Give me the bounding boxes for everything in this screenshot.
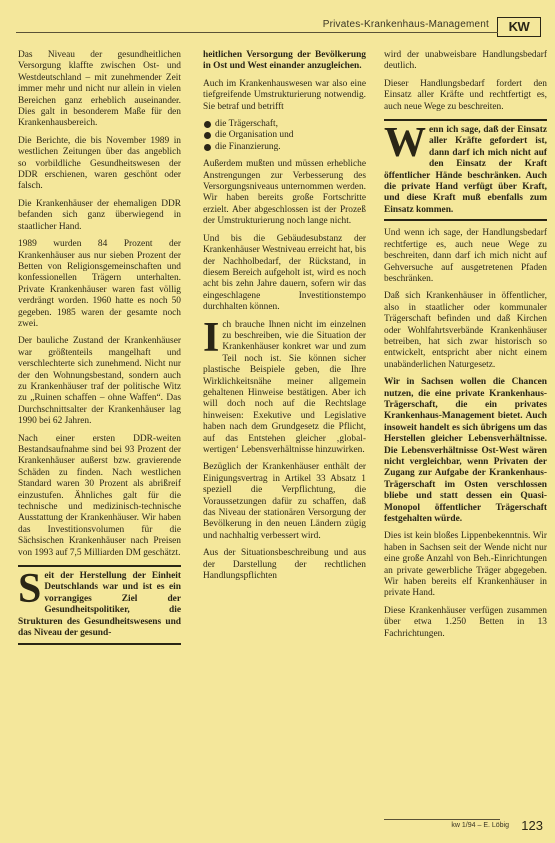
column-3 [384, 50, 547, 646]
bullet-item: die Finanzierung. [203, 142, 366, 153]
paragraph: Außerdem mußten und müssen erhebliche Anstrengungen zur Verbesserung des Versorgungsniveaus unternommen werden. Wir haben bereits große Fortschritte erzielt. Aber abgeschlossen ist der Prozeß der Umstrukturierung noch lange nicht. [203, 159, 366, 227]
paragraph: Nach einer ersten DDR-weiten Bestandsaufnahme sind bei 93 Prozent der Krankenhäuser außerst bzw. gravierende Schäden zu finden. Nach westlichen Standard waren 30 Prozent als abrißreif einzustufen. Ähnliches galt für die technische und medizinisch-technische Ausstattung der Krankenhäuser. Wir haben das Investitionsvolumen für die Sächsischen Krankenhäuser nach Preisen von 1993 auf 7,5 Milliarden DM geschätzt. [18, 433, 181, 558]
header-rule [16, 32, 498, 33]
paragraph: Die Krankenhäuser der ehemaligen DDR befanden sich ganz überwiegend in staatlicher Hand. [18, 198, 181, 232]
highlight-text: Wenn ich sage, daß der Einsatz aller Kräfte gefordert ist, dann darf ich mich nicht auf den Einsatz der Kraft öffentlicher Hände beschränken. Auch die private Hand verfügt über Kraft, und diese Kraft muß ebenfalls zum Einsatz kommen. [384, 120, 547, 215]
bullet-list [203, 119, 366, 153]
highlight-text: Seit der Herstellung der Einheit Deutschlands war und ist es ein vorrangiges Ziel der Gesundheitspolitiker, die Strukturen des Gesundheitswesens und das Niveau der gesund- [18, 566, 181, 639]
column-1 [18, 50, 181, 652]
bullet-item: die Organisation und [203, 130, 366, 141]
highlight-box [384, 119, 547, 221]
paragraph: Das Niveau der gesundheitlichen Versorgung klaffte zwischen Ost- und Westdeutschland – mit zunehmender Zeit immer mehr und nicht nur allein in vielen Bereichen ganz erheblich auseinander. Dies galt in besonderem Maße für den Krankenhausbereich. [18, 50, 181, 129]
paragraph: heitlichen Versorgung der Bevölkerung in Ost und West einander anzugleichen. [203, 50, 366, 72]
magazine-logo: KW [497, 17, 541, 37]
footer-rule [384, 819, 500, 820]
footer-source: kw 1/94 – E. Löbig [451, 822, 509, 829]
paragraph-dropcap: Ich brauche Ihnen nicht im einzelnen zu beschreiben, wie die Situation der Krankenhäuser konkret war und zum Teil noch ist. Sie können sicher plastische Beispiele geben, die Ihre Wirklichkeitsnähe meiner allgemein gehaltenen Hinweise bestätigen. Aber ich will doch noch auf die Rechtslage hinweisen: Exekutive und Legislative haben nach dem Grundgesetz die Pflicht, auf das Entstehen gleicher ‚global-wertigen‘ Lebensverhältnisse hinzuwirken. [203, 314, 366, 455]
page-number: 123 [521, 818, 543, 833]
column-2 [203, 50, 366, 588]
paragraph: Und bis die Gebäudesubstanz der Krankenhäuser Westniveau erreicht hat, bis der Nachholbedarf, der Rückstand, in diesem Bereich aufgeholt ist, wird es noch acht bis zehn Jahre dauern, sofern wir das eingeschlagene Investitionstempo durchhalten können. [203, 233, 366, 313]
bullet-item: die Trägerschaft, [203, 119, 366, 130]
paragraph: Dies ist kein bloßes Lippenbekenntnis. Wir haben in Sachsen seit der Wende nicht nur eine große Anzahl von Beh.-Einrichtungen an private gewerbliche Träger abgegeben. Wir haben bereits elf Krankenhäuser in private Hand. [384, 531, 547, 599]
paragraph: Daß sich Krankenhäuser in öffentlicher, also in staatlicher oder kommunaler Trägerschaft befinden und daß Kirchen oder Wohlfahrtsverbände Krankenhäuser betreiben, hat sich zwar historisch so entwickelt, entspricht aber nicht einem unabänderlichen Naturgesetz. [384, 291, 547, 370]
paragraph: Bezüglich der Krankenhäuser enthält der Einigungsvertrag in Artikel 33 Absatz 1 speziell die Verpflichtung, die Voraussetzungen dafür zu schaffen, daß das Niveau der stationären Versorgung der Bevölkerung in den neuen Ländern zügig und nachhaltig verbessert wird. [203, 462, 366, 541]
paragraph: Dieser Handlungsbedarf fordert den Einsatz aller Kräfte und rechtfertigt es, auch neue Wege zu beschreiten. [384, 78, 547, 112]
paragraph: 1989 wurden 84 Prozent der Krankenhäuser aus nur sieben Prozent der Betten von Religionsgemeinschaften und konfessionellen Trägern unterhalten. Private Krankenhäuser waren fast völlig verdrängt worden. 1960 hatte es noch 50 gegeben. 1985 waren der gesamte noch zwei. [18, 239, 181, 329]
paragraph: Aus der Situationsbeschreibung und aus der Darstellung der rechtlichen Handlungspflichten [203, 548, 366, 582]
highlight-box [18, 565, 181, 644]
paragraph: Die Berichte, die bis November 1989 in westlichen Zeitungen über das angeblich so vorbildliche Gesundheitswesen der DDR erschienen, waren geschönt oder falsch. [18, 135, 181, 192]
paragraph: Auch im Krankenhauswesen war also eine tiefgreifende Umstrukturierung notwendig. Sie betraf und betrifft [203, 78, 366, 112]
paragraph: Diese Krankenhäuser verfügen zusammen über etwa 1.250 Betten in 13 Fachrichtungen. [384, 605, 547, 639]
paragraph: Und wenn ich sage, der Handlungsbedarf rechtfertige es, auch neue Wege zu beschreiten, dann darf ich mich nicht auf Gehversuche auf ausgetretenen Pfaden beschränken. [384, 228, 547, 284]
paragraph: Wir in Sachsen wollen die Chancen nutzen, die eine private Krankenhaus-Trägerschaft, die ein privates Krankenhaus-Management bietet. Auch insoweit handelt es sich übrigens um das Herstellen gleicher Lebensverhältnisse. Die Lebensverhältnisse Ost-West wären nicht vergleichbar, wenn Privaten der Zugang zur Aufgabe der Krankenhaus-Trägerschaft im Osten verschlossen bliebe und statt dessen ein Quasi-Monopol öffentlicher Trägerschaft festgehalten würde. [384, 377, 547, 525]
paragraph: Der bauliche Zustand der Krankenhäuser war größtenteils mangelhaft und verschlechterte sich zunehmend. Nicht nur der den Wohnungsbestand, sondern auch zu Krankenhäuser traf der politische Witz zu „Ruinen schaffen – ohne Waffen“. Das Durchschnittsalter der Krankenhäuser lag 1990 bei 62 Jahren. [18, 336, 181, 427]
running-head: Privates-Krankenhaus-Management [322, 19, 489, 30]
paragraph: wird der unabweisbare Handlungsbedarf deutlich. [384, 50, 547, 72]
